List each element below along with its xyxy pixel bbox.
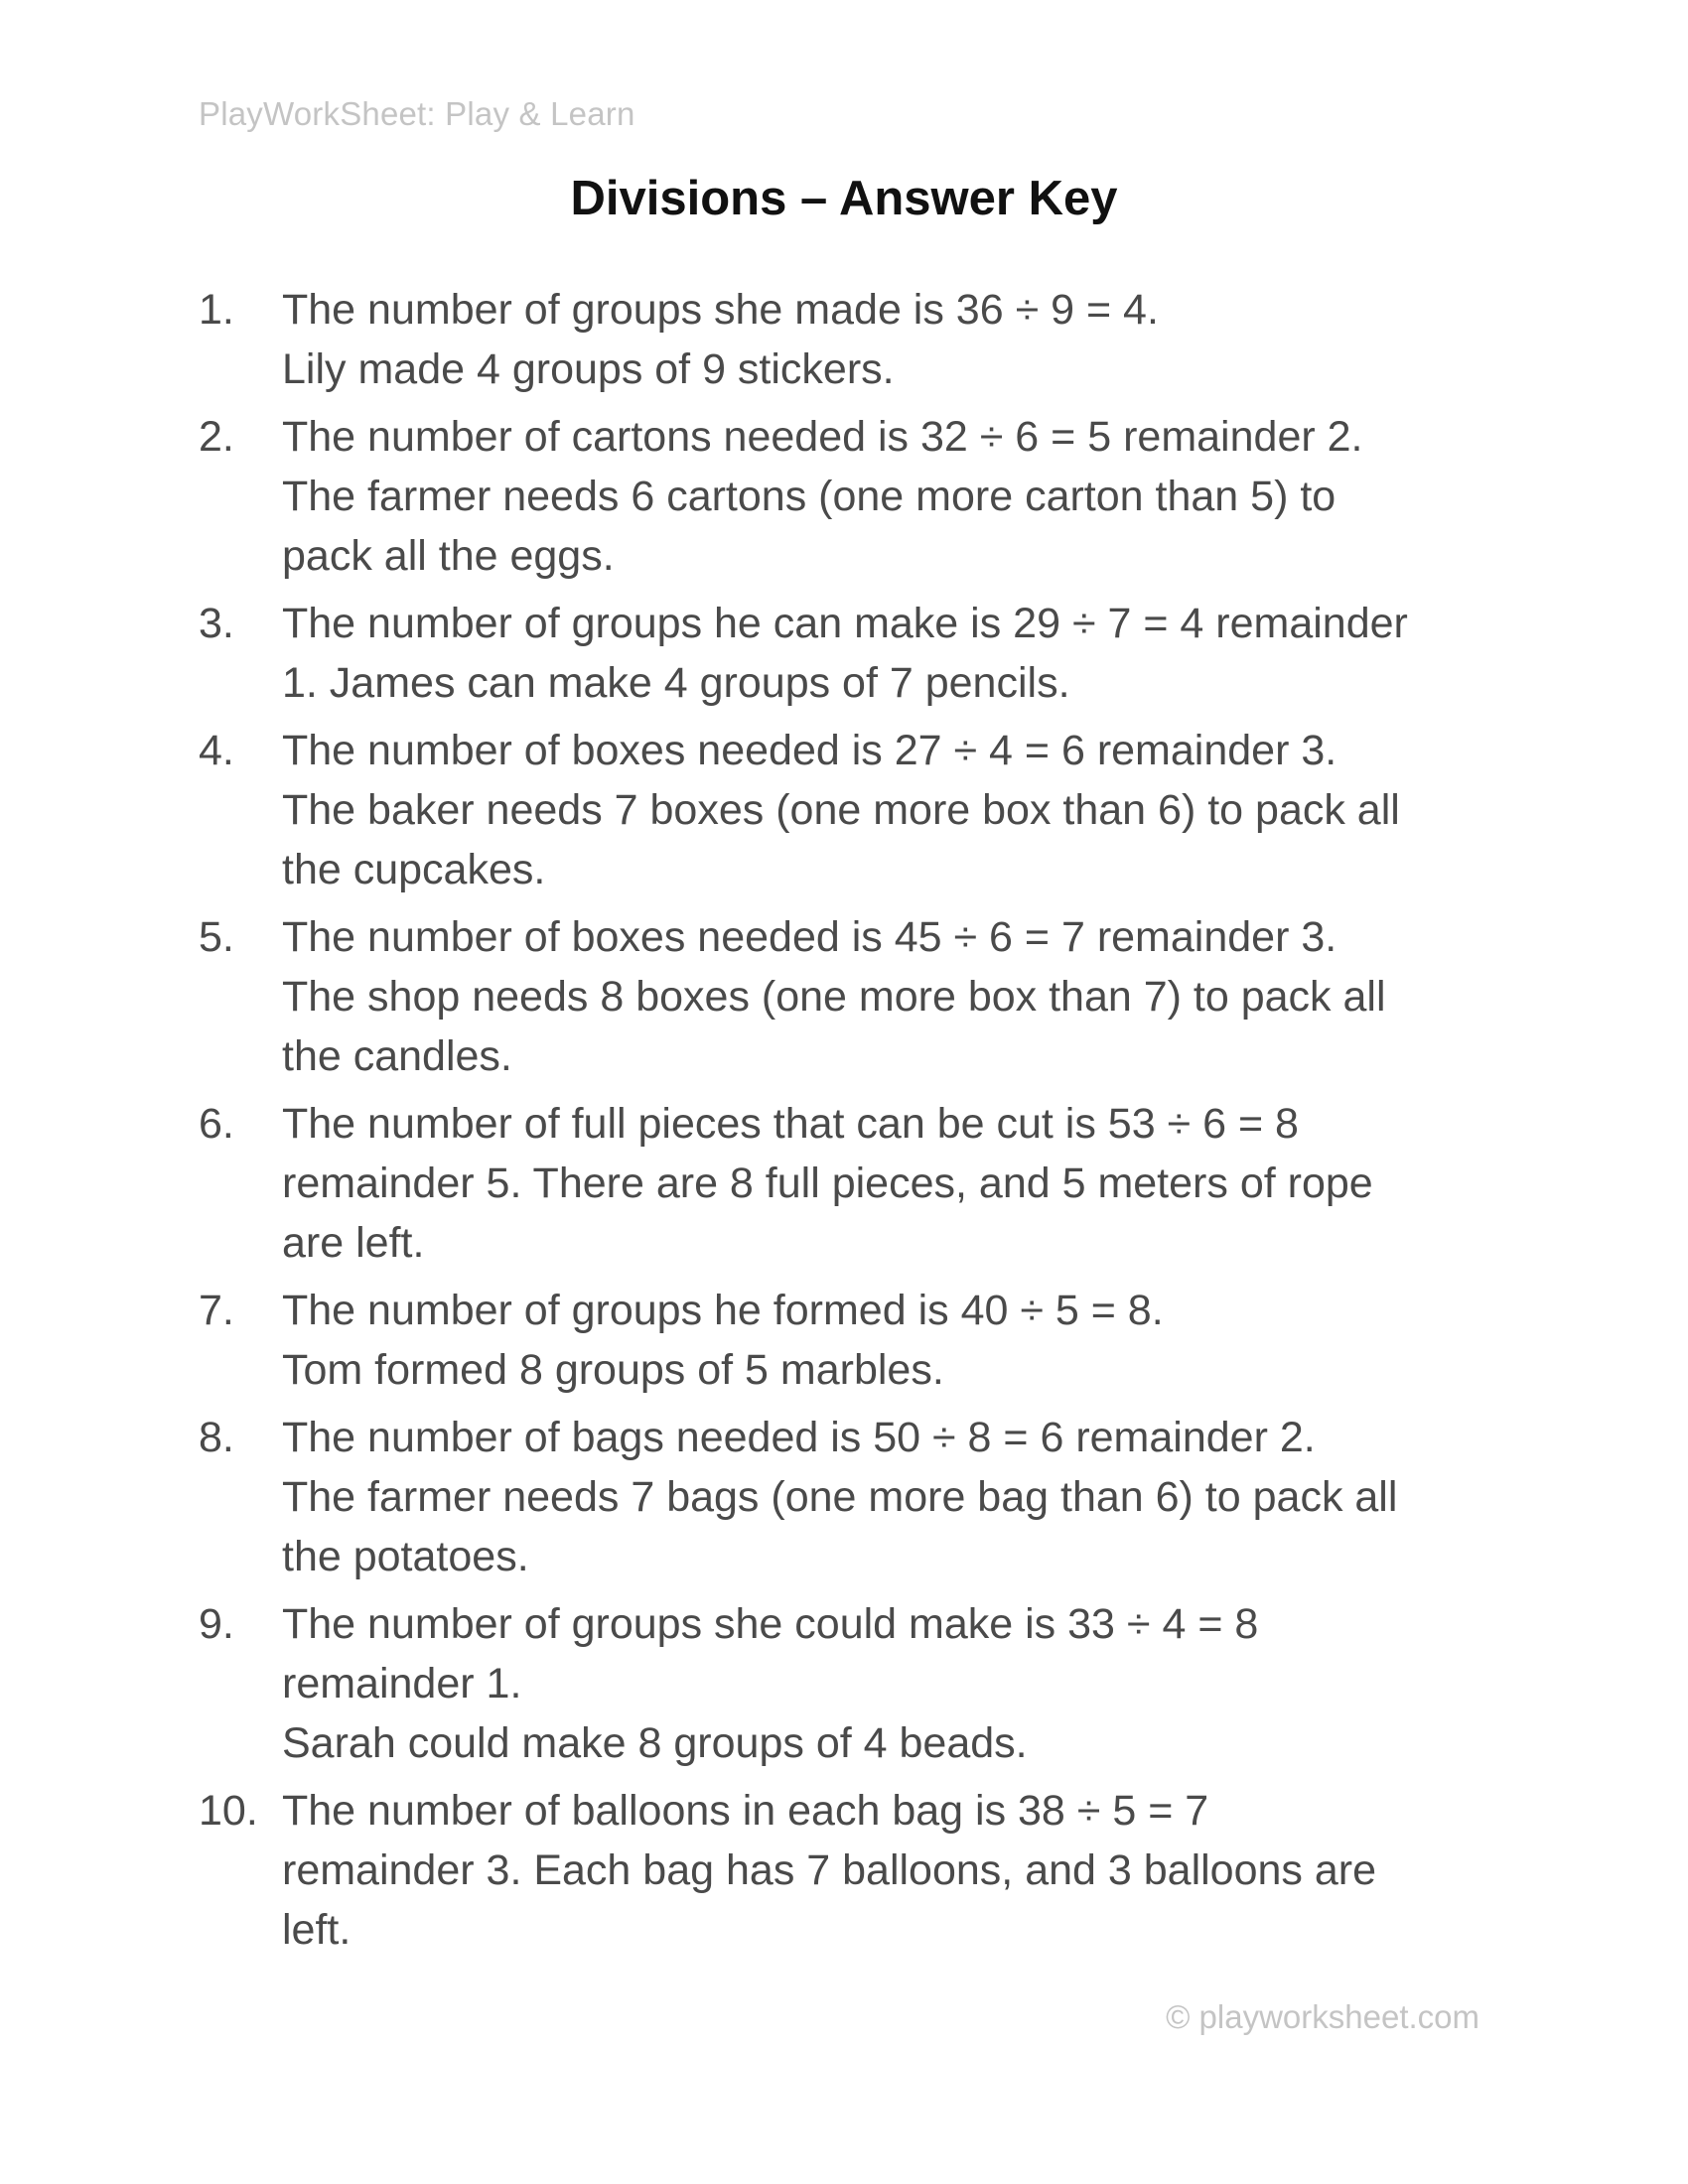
answer-line: The number of groups she could make is 33 ÷ 4 = 8	[282, 1600, 1259, 1648]
answer-text	[282, 407, 1489, 586]
answer-line: The number of bags needed is 50 ÷ 8 = 6 remainder 2.	[282, 1414, 1316, 1461]
answer-line: the cupcakes.	[282, 846, 546, 893]
answer-line: left.	[282, 1906, 352, 1954]
answer-line: the potatoes.	[282, 1533, 529, 1580]
answer-number: 4.	[199, 727, 234, 774]
answer-text	[282, 280, 1489, 399]
answer-item	[199, 594, 1489, 713]
answer-line: Tom formed 8 groups of 5 marbles.	[282, 1346, 944, 1394]
answer-number: 2.	[199, 413, 234, 461]
answer-line: the candles.	[282, 1032, 512, 1080]
answer-line: The number of boxes needed is 45 ÷ 6 = 7 remainder 3.	[282, 913, 1337, 961]
answer-item	[199, 280, 1489, 399]
answer-line: The farmer needs 7 bags (one more bag than 6) to pack all	[282, 1473, 1398, 1521]
answer-item	[199, 1281, 1489, 1400]
answer-list	[199, 280, 1489, 1968]
answer-line: pack all the eggs.	[282, 532, 615, 580]
answer-text	[282, 721, 1489, 899]
answer-line: are left.	[282, 1219, 425, 1267]
answer-item	[199, 1781, 1489, 1960]
answer-item	[199, 407, 1489, 586]
answer-line: The number of groups he can make is 29 ÷ 7 = 4 remainder	[282, 600, 1408, 647]
answer-line: The baker needs 7 boxes (one more box than 6) to pack all	[282, 786, 1400, 834]
answer-item	[199, 907, 1489, 1086]
answer-number: 9.	[199, 1600, 234, 1648]
answer-item	[199, 1094, 1489, 1273]
answer-line: The number of groups he formed is 40 ÷ 5 = 8.	[282, 1287, 1164, 1334]
page-title: Divisions – Answer Key	[570, 172, 1118, 225]
answer-number: 10.	[199, 1787, 258, 1835]
answer-number: 3.	[199, 600, 234, 647]
answer-number: 1.	[199, 286, 234, 334]
answer-line: The shop needs 8 boxes (one more box than 7) to pack all	[282, 973, 1386, 1021]
answer-line: Lily made 4 groups of 9 stickers.	[282, 345, 895, 393]
answer-line: Sarah could make 8 groups of 4 beads.	[282, 1719, 1028, 1767]
answer-line: The number of groups she made is 36 ÷ 9 = 4.	[282, 286, 1159, 334]
answer-text	[282, 907, 1489, 1086]
answer-number: 7.	[199, 1287, 234, 1334]
answer-number: 6.	[199, 1100, 234, 1148]
answer-text	[282, 1094, 1489, 1273]
answer-line: The number of cartons needed is 32 ÷ 6 = 5 remainder 2.	[282, 413, 1363, 461]
answer-item	[199, 1594, 1489, 1773]
answer-text	[282, 1281, 1489, 1400]
answer-line: The farmer needs 6 cartons (one more carton than 5) to	[282, 473, 1336, 520]
answer-item	[199, 721, 1489, 899]
answer-line: 1. James can make 4 groups of 7 pencils.	[282, 659, 1070, 707]
answer-line: remainder 3. Each bag has 7 balloons, and 3 balloons are	[282, 1846, 1377, 1894]
answer-line: The number of full pieces that can be cut is 53 ÷ 6 = 8	[282, 1100, 1299, 1148]
answer-line: remainder 1.	[282, 1660, 522, 1707]
answer-text	[282, 1594, 1489, 1773]
brand-header: PlayWorkSheet: Play & Learn	[199, 95, 635, 132]
answer-number: 5.	[199, 913, 234, 961]
answer-line: The number of balloons in each bag is 38 ÷ 5 = 7	[282, 1787, 1209, 1835]
answer-text	[282, 594, 1489, 713]
answer-text	[282, 1408, 1489, 1586]
answer-text	[282, 1781, 1489, 1960]
answer-item	[199, 1408, 1489, 1586]
answer-number: 8.	[199, 1414, 234, 1461]
answer-line: The number of boxes needed is 27 ÷ 4 = 6 remainder 3.	[282, 727, 1337, 774]
copyright-footer: © playworksheet.com	[1166, 1998, 1479, 2035]
answer-line: remainder 5. There are 8 full pieces, and 5 meters of rope	[282, 1160, 1373, 1207]
